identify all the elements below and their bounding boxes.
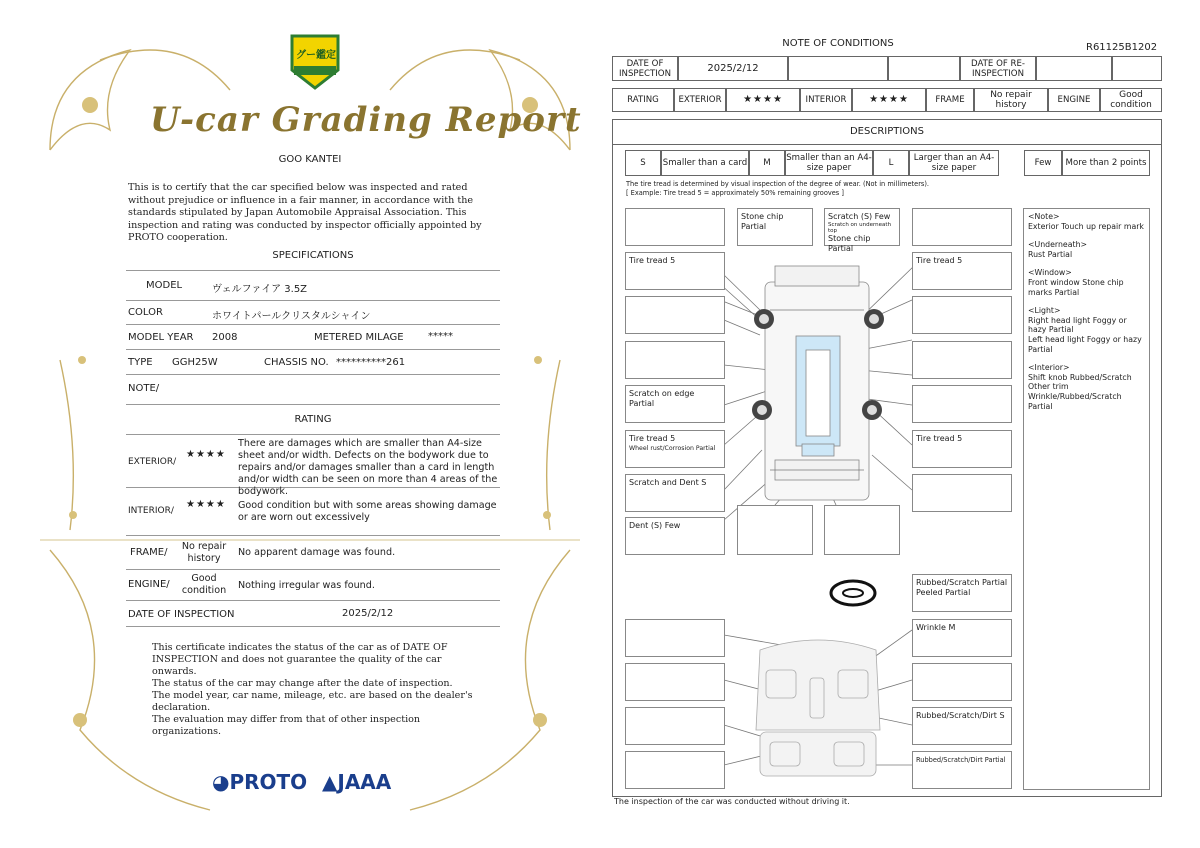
note-box-wrinkle: Wrinkle M xyxy=(912,619,1012,657)
frame-label: FRAME/ xyxy=(130,547,168,558)
tire-example: [ Example: Tire tread 5 = approximately 50% remaining grooves ] xyxy=(626,189,844,197)
interior-stars: ★★★★ xyxy=(186,499,226,510)
note-box xyxy=(625,619,725,657)
year-row xyxy=(126,325,500,350)
engine-row xyxy=(126,570,500,601)
exterior-label: EXTERIOR/ xyxy=(128,457,177,467)
exterior-stars: ★★★★ xyxy=(726,88,800,112)
note-box xyxy=(824,505,900,555)
certificate-footer xyxy=(152,642,482,738)
report-title: U-car Grading Report xyxy=(150,100,582,140)
engine-label: ENGINE xyxy=(1048,88,1100,112)
notes-panel: <Note> Exterior Touch up repair mark <Underneath> Rust Partial <Window> Front window Stone chip marks Partial <Light> Right head light Foggy or hazy Partial Left head light Foggy or hazy Partial <Interior> Shift knob Rubbed/Scratch Other trim Wrinkle/Rubbed/Scratch Partial xyxy=(1023,208,1150,790)
model-row xyxy=(126,270,500,301)
engine-label: ENGINE/ xyxy=(128,579,170,590)
milage-label: METERED MILAGE xyxy=(314,332,404,343)
engine-value: Good condition xyxy=(181,573,227,596)
note-box xyxy=(625,751,725,789)
legend-more: More than 2 points xyxy=(1062,150,1150,176)
date-row xyxy=(126,601,500,627)
frame-description: No apparent damage was found. xyxy=(238,547,396,558)
steering-wheel-icon xyxy=(831,581,875,605)
type-row xyxy=(126,350,500,375)
legend-l-desc: Larger than an A4-size paper xyxy=(909,150,999,176)
note-box xyxy=(625,208,725,246)
color-value: ホワイトパールクリスタルシャイン xyxy=(212,311,371,322)
car-body-outline xyxy=(765,266,869,500)
legend-s-desc: Smaller than a card xyxy=(661,150,749,176)
note-box xyxy=(625,707,725,745)
date-value: 2025/2/12 xyxy=(342,608,394,619)
interior-seats xyxy=(756,640,880,776)
note-box xyxy=(625,663,725,701)
grading-certificate xyxy=(40,30,580,830)
interior-stars: ★★★★ xyxy=(852,88,926,112)
model-value: ヴェルファイア 3.5Z xyxy=(212,284,308,295)
reference-number: R61125B1202 xyxy=(1086,42,1158,53)
report-subtitle: GOO KANTEI xyxy=(278,154,342,165)
type-label: TYPE xyxy=(128,357,153,368)
exterior-row xyxy=(126,434,500,497)
date-inspection-label: DATE OF INSPECTION xyxy=(612,56,678,81)
note-box xyxy=(912,208,1012,246)
frame-value: No repair history xyxy=(181,541,227,564)
interior-row xyxy=(126,487,500,536)
legend-m: M xyxy=(749,150,785,176)
note-box-rubbed-dirt-partial: Rubbed/Scratch/Dirt Partial xyxy=(912,751,1012,789)
milage-value: ***** xyxy=(428,331,453,342)
note-box-scratch-few: Scratch (S) Few Scratch on underneath top Stone chip Partial xyxy=(824,208,900,246)
jaaa-logo: ▲JAAA xyxy=(322,770,392,794)
note-box-tire-front-left: Tire tread 5 xyxy=(625,252,725,290)
type-value: GGH25W xyxy=(172,357,218,368)
engine-description: Nothing irregular was found. xyxy=(238,580,375,591)
note-box xyxy=(737,505,813,555)
descriptions-heading: DESCRIPTIONS xyxy=(612,119,1162,145)
proto-logo: ◕PROTO xyxy=(212,770,308,794)
footer-line: The model year, car name, mileage, etc. are based on the dealer's declaration. xyxy=(152,690,473,713)
note-box xyxy=(912,341,1012,379)
interior-description: Good condition but with some areas showing damage or are worn out excessively xyxy=(238,500,497,523)
frame-label: FRAME xyxy=(926,88,974,112)
note-box xyxy=(625,341,725,379)
rating-label: RATING xyxy=(612,88,674,112)
note-box xyxy=(912,663,1012,701)
note-label: NOTE/ xyxy=(128,383,160,394)
tire-note: The tire tread is determined by visual inspection of the degree of wear. (Not in millimeters). xyxy=(626,180,930,188)
frame-row xyxy=(126,536,500,570)
exterior-stars: ★★★★ xyxy=(186,449,226,460)
legend-s: S xyxy=(625,150,661,176)
legend-few: Few xyxy=(1024,150,1062,176)
chassis-label: CHASSIS NO. xyxy=(264,357,329,368)
interior-label: INTERIOR/ xyxy=(128,506,174,516)
note-box-dent-few: Dent (S) Few xyxy=(625,517,725,555)
note-box-scratch-edge: Scratch on edge Partial xyxy=(625,385,725,423)
note-box xyxy=(625,296,725,334)
note-box-stone-chip: Stone chip Partial xyxy=(737,208,813,246)
certification-text: This is to certify that the car specified below was inspected and rated without prejudice or influence in a fair manner, in accordance with the standards stipulated by Japan Automobile Appraisal Association. This inspection and rating was conducted by inspector officially appointed by PROTO cooperation. xyxy=(128,182,482,243)
note-box-tire-rear-left: Tire tread 5 Wheel rust/Corrosion Partial xyxy=(625,430,725,468)
engine-value: Good condition xyxy=(1100,88,1162,112)
footer-line: The status of the car may change after the date of inspection. xyxy=(152,678,453,689)
chassis-value: **********261 xyxy=(336,357,406,368)
conditions-heading: NOTE OF CONDITIONS xyxy=(782,38,894,49)
color-row xyxy=(126,300,500,325)
date-label: DATE OF INSPECTION xyxy=(128,609,235,620)
badge-text: グー鑑定 xyxy=(296,50,336,61)
note-of-conditions xyxy=(610,30,1170,820)
note-box-tire-front-right: Tire tread 5 xyxy=(912,252,1012,290)
legend-m-desc: Smaller than an A4-size paper xyxy=(785,150,873,176)
year-label: MODEL YEAR xyxy=(128,332,194,343)
note-row xyxy=(126,375,500,405)
date-reinspection-label: DATE OF RE-INSPECTION xyxy=(960,56,1036,81)
inspection-footnote: The inspection of the car was conducted without driving it. xyxy=(614,797,850,806)
note-box-steering: Rubbed/Scratch Partial Peeled Partial xyxy=(912,574,1012,612)
color-label: COLOR xyxy=(128,307,163,318)
note-box-tire-rear-right: Tire tread 5 xyxy=(912,430,1012,468)
note-box xyxy=(912,296,1012,334)
note-box-rubbed-dirt-s: Rubbed/Scratch/Dirt S xyxy=(912,707,1012,745)
frame-value: No repair history xyxy=(974,88,1048,112)
goo-kantei-badge xyxy=(288,32,342,90)
note-box xyxy=(912,385,1012,423)
interior-label: INTERIOR xyxy=(800,88,852,112)
note-box xyxy=(912,474,1012,512)
date-inspection-value: 2025/2/12 xyxy=(678,56,788,81)
year-value: 2008 xyxy=(212,332,238,343)
model-label: MODEL xyxy=(146,280,183,291)
rating-heading: RATING xyxy=(294,414,332,425)
exterior-description: There are damages which are smaller than A4-size sheet and/or width. Defects on the bodywork due to repairs and/or damages smaller than a card in length and/or width can be seen on more than 4 areas of the bodywork. xyxy=(238,438,498,497)
footer-line: This certificate indicates the status of the car as of DATE OF INSPECTION and does not guarantee the quality of the car onwards. xyxy=(152,642,448,677)
footer-line: The evaluation may differ from that of other inspection organizations. xyxy=(152,714,421,737)
specifications-heading: SPECIFICATIONS xyxy=(272,250,354,261)
exterior-label: EXTERIOR xyxy=(674,88,726,112)
note-box-scratch-dent: Scratch and Dent S xyxy=(625,474,725,512)
legend-l: L xyxy=(873,150,909,176)
